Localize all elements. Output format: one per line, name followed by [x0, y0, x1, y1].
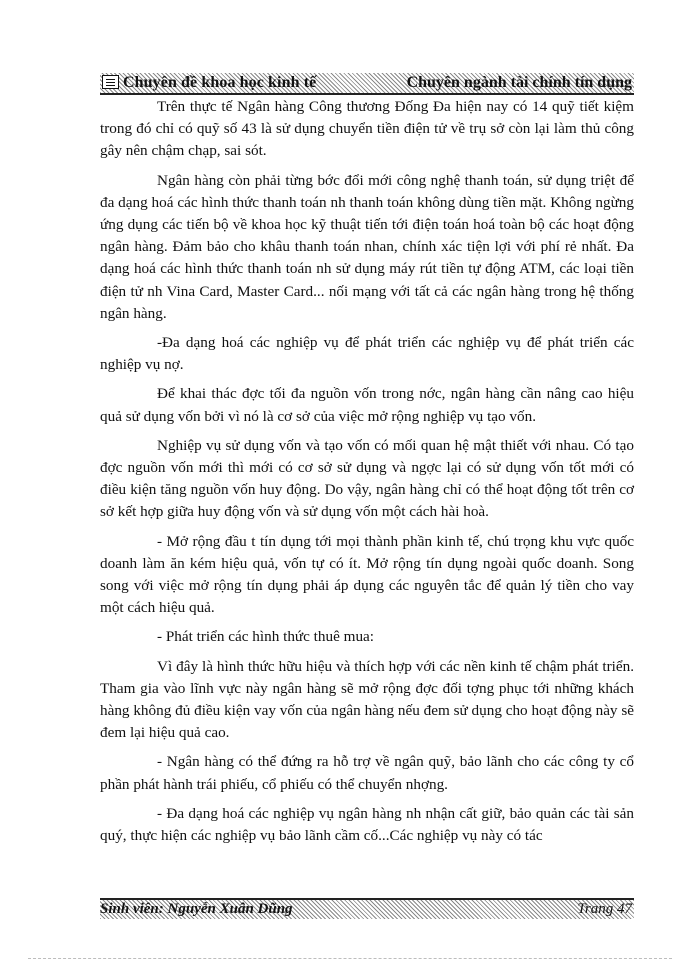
paragraph: Để khai thác đợc tối đa nguồn vốn trong nớc, ngân hàng cần nâng cao hiệu quả sử dụng vốn bởi vì nó là cơ sở của việc mở rộng nghiệp vụ tạo vốn. — [100, 385, 634, 425]
footer-student-name: Sinh viên: Nguyễn Xuân Dũng — [100, 901, 293, 917]
paragraph: Ngân hàng còn phải từng bớc đổi mới công nghệ thanh toán, sử dụng triệt để đa dạng hoá các hình thức thanh toán nh thanh toán không dùng tiền mặt. Không ngừng ứng dụng các tiến bộ về khoa học kỹ thuật tiến tới điện toán hoá toàn bộ các hoạt động ngân hàng. Đảm bảo cho khâu thanh toán nhan, chính xác tiện lợi với phí rẻ nhất. Đa dạng hoá các hình thức thanh toán nh sử dụng máy rút tiền tự động ATM, các loại tiền điện tử nh Vina Card, Master Card... nối mạng với tất cả các ngân hàng trong hệ thống ngân hàng. — [100, 171, 634, 322]
paragraph: - Mở rộng đầu t tín dụng tới mọi thành phần kinh tế, chú trọng khu vực quốc doanh làm ăn kém hiệu quả, vốn tự có ít. Mở rộng tín dụng ngoài quốc doanh. Song song với việc mở rộng tín dụng phải áp dụng các nguyên tắc để quản lý tiền cho vay một cách hiệu quả. — [100, 532, 634, 617]
body-text — [100, 96, 634, 854]
paragraph: Vì đây là hình thức hữu hiệu và thích hợp với các nền kinh tế chậm phát triển. Tham gia vào lĩnh vực này ngân hàng sẽ mở rộng đợc đối tợng phục tới những khách hàng không đủ điều kiện vay vốn của ngân hàng nếu đem sử dụng cho hoạt động này sẽ đem lại hiệu quả cao. — [100, 657, 634, 742]
page-bottom-border — [28, 958, 672, 959]
paragraph: - Phát triển các hình thức thuê mua: — [157, 628, 374, 646]
paragraph: Trên thực tế Ngân hàng Công thương Đống Đa hiện nay có 14 quỹ tiết kiệm trong đó chỉ có quỹ số 43 là sử dụng chuyển tiền điện tử về trụ sở còn lại làm thủ công gây nên chậm chạp, sai sót. — [100, 98, 634, 160]
header-rule — [100, 93, 634, 95]
paragraph: - Đa dạng hoá các nghiệp vụ ngân hàng nh nhận cất giữ, bảo quản các tài sản quý, thực hiện các nghiệp vụ bảo lãnh cầm cố...Các nghiệp vụ này có tác — [100, 804, 634, 845]
paragraph: -Đa dạng hoá các nghiệp vụ để phát triển các nghiệp vụ để phát triển các nghiệp vụ nợ. — [100, 334, 634, 374]
page-header — [100, 73, 634, 93]
page-footer — [100, 900, 634, 919]
paragraph: - Ngân hàng có thể đứng ra hỗ trợ về ngân quỹ, bảo lãnh cho các công ty cổ phần phát hành trái phiếu, cổ phiếu có thể chuyển nhợng. — [100, 753, 634, 793]
header-left-title: Chuyên đề khoa học kinh tế — [123, 74, 317, 91]
header-right-title: Chuyên ngành tài chính tín dụng — [406, 74, 632, 91]
paragraph: Nghiệp vụ sử dụng vốn và tạo vốn có mối quan hệ mật thiết với nhau. Có tạo đợc nguồn vốn mới thì mới có cơ sở sử dụng và ngợc lại có sử dụng vốn tốt mới có điều kiện tăng nguồn vốn huy động. Do vậy, ngân hàng chỉ có thể hoạt động tốt trên cơ sở kết hợp giữa huy động vốn và sử dụng vốn một cách hài hoà. — [100, 436, 634, 521]
footer-page-number: Trang 47 — [577, 901, 632, 917]
book-icon — [102, 75, 119, 89]
